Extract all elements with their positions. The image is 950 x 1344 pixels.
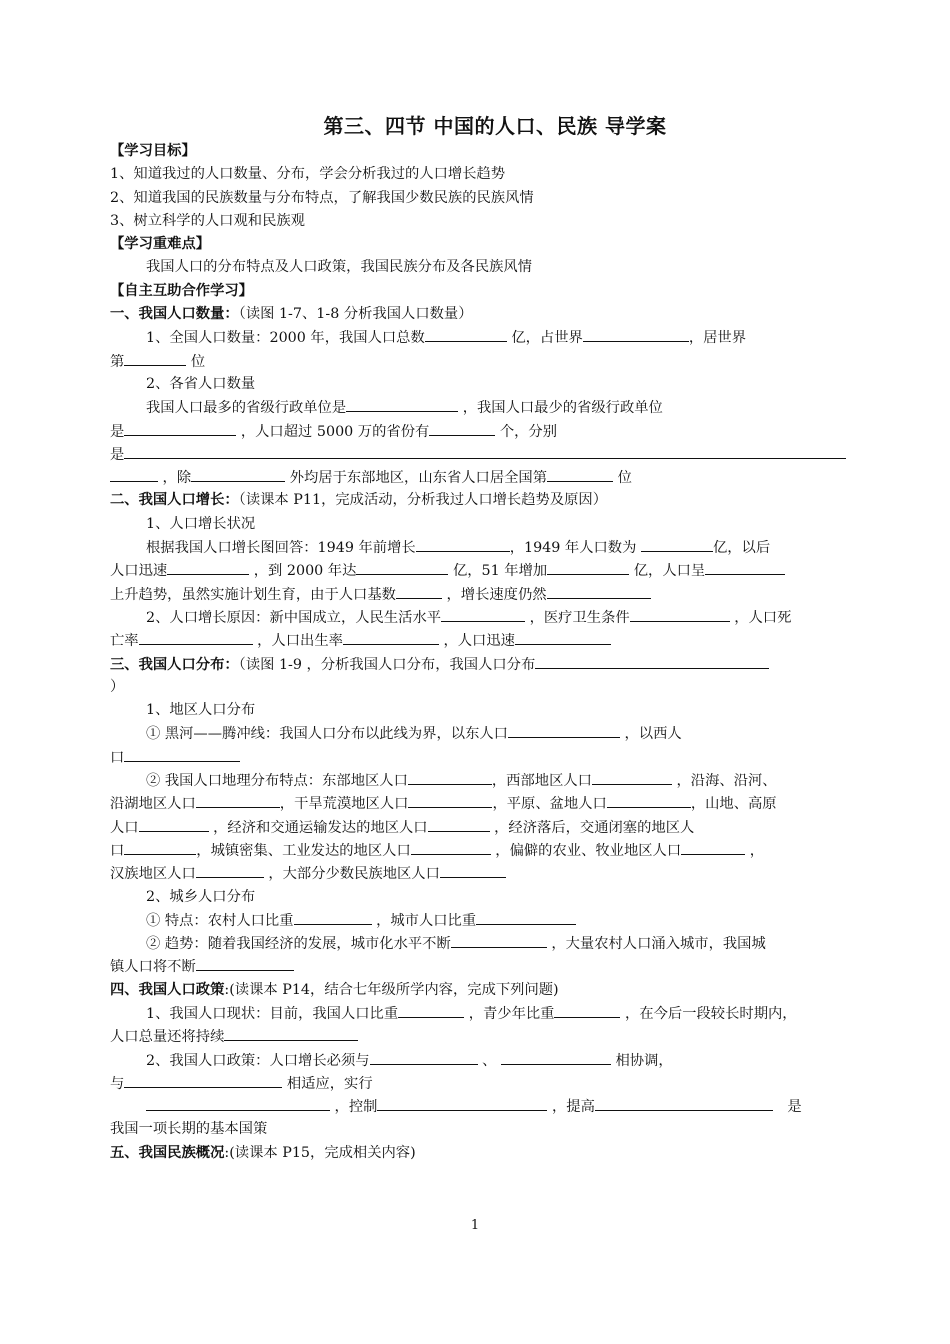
text: 镇人口将不断 — [110, 959, 196, 976]
text-line — [110, 629, 850, 652]
text: 人口总量还将持续 — [110, 1029, 225, 1046]
text: 亡率 — [110, 633, 139, 650]
text: 个，分别 — [499, 423, 558, 440]
text-line: ） — [110, 678, 125, 695]
text-line — [110, 559, 850, 582]
text-line — [110, 583, 850, 606]
text-line — [110, 420, 850, 443]
text: ② 趋势：随着我国经济的发展，城市化水平不断 — [146, 936, 451, 953]
goal-item: 2、知道我国的民族数量与分布特点，了解我国少数民族的民族风情 — [110, 189, 534, 206]
section-note: :(读课本 P14，结合七年级所学内容，完成下列问题) — [224, 981, 559, 998]
section-heading: 四、我国人口政策 — [110, 981, 225, 998]
text-line — [110, 909, 850, 932]
text: 亿，人口呈 — [633, 563, 706, 580]
text-line: 1、人口增长状况 — [146, 515, 256, 532]
text-line — [110, 1002, 850, 1025]
text: ，平原、盆地人口 — [492, 796, 607, 813]
text: ，大量农村人口涌入城市，我国城 — [551, 936, 766, 953]
text: ，人口死 — [734, 609, 792, 626]
answer-blank[interactable] — [476, 909, 576, 925]
answer-blank[interactable] — [146, 1095, 330, 1111]
answer-blank[interactable] — [592, 769, 672, 785]
answer-blank[interactable] — [508, 722, 620, 738]
text: ，沿海、沿河、 — [676, 773, 777, 790]
text-line — [110, 466, 850, 489]
text-line — [110, 769, 850, 792]
text-line — [110, 862, 850, 885]
text: 是 — [110, 423, 125, 440]
text: 是 — [787, 1099, 802, 1116]
answer-blank[interactable] — [196, 955, 294, 971]
text: 是 — [110, 446, 125, 463]
text: ② 我国人口地理分布特点：东部地区人口 — [146, 773, 408, 790]
text: ，干旱荒漠地区人口 — [279, 796, 409, 813]
answer-blank[interactable] — [440, 862, 506, 878]
answer-blank[interactable] — [343, 629, 439, 645]
section-note: :(读课本 P15，完成相关内容) — [224, 1144, 416, 1161]
goal-item: 1、知道我过的人口数量、分布，学会分析我过的人口增长趋势 — [110, 166, 506, 183]
answer-blank[interactable] — [124, 350, 186, 366]
text-line — [110, 396, 850, 419]
text-line — [110, 746, 850, 769]
section-5-title — [110, 1142, 850, 1165]
text-line: 1、地区人口分布 — [146, 702, 256, 719]
text: ，我国人口最少的省级行政单位 — [462, 400, 663, 417]
text: ，增长速度仍然 — [446, 586, 547, 603]
answer-blank[interactable] — [515, 629, 611, 645]
text: ，人口超过 5000 万的省份有 — [240, 423, 430, 440]
answer-blank[interactable] — [377, 1095, 547, 1111]
answer-blank[interactable] — [547, 559, 629, 575]
answer-blank[interactable] — [196, 862, 264, 878]
page-number: 1 — [470, 1218, 480, 1233]
answer-blank[interactable] — [110, 466, 158, 482]
text: ，城市人口比重 — [376, 912, 477, 929]
answer-blank[interactable] — [124, 1072, 282, 1088]
goals-heading: 【学习目标】 — [110, 143, 196, 159]
answer-blank[interactable] — [196, 792, 280, 808]
text: 外均居于东部地区，山东省人口居全国第 — [289, 470, 548, 487]
answer-blank[interactable] — [139, 816, 209, 832]
text: 我国人口最多的省级行政单位是 — [146, 400, 347, 417]
answer-blank[interactable] — [408, 792, 492, 808]
answer-blank[interactable] — [139, 629, 253, 645]
answer-blank[interactable] — [167, 559, 249, 575]
text: 口 — [110, 842, 125, 859]
section-heading: 五、我国民族概况 — [110, 1144, 225, 1161]
text-line — [110, 443, 850, 466]
text: 上升趋势，虽然实施计划生育，由于人口基数 — [110, 586, 396, 603]
text: 汉族地区人口 — [110, 866, 196, 883]
section-note: （读图 1-9 ，分析我国人口分布，我国人口分布 — [238, 656, 536, 673]
text: ，除 — [162, 470, 192, 487]
text: ① 特点：农村人口比重 — [146, 912, 294, 929]
section-note: （读课本 P11，完成活动，分析我过人口增长趋势及原因） — [238, 492, 608, 509]
text: ，经济落后，交通闭塞的地区人 — [494, 819, 695, 836]
text-line — [110, 1049, 850, 1072]
text-line: 2、城乡人口分布 — [146, 888, 256, 905]
answer-blank[interactable] — [124, 839, 196, 855]
text: ，居世界 — [688, 330, 746, 347]
answer-blank[interactable] — [294, 909, 372, 925]
answer-blank[interactable] — [398, 1002, 464, 1018]
answer-blank[interactable] — [607, 792, 691, 808]
answer-blank[interactable] — [411, 839, 491, 855]
text-line — [110, 722, 850, 745]
text: 位 — [190, 353, 206, 370]
text: 相适应，实行 — [286, 1075, 373, 1092]
section-4-title — [110, 979, 850, 1002]
text: ，城镇密集、工业发达的地区人口 — [196, 842, 411, 859]
text: 位 — [617, 470, 632, 487]
text: ，提高 — [551, 1099, 595, 1116]
text: 人口 — [110, 819, 139, 836]
text: 1、我国人口现状：目前，我国人口比重 — [146, 1005, 399, 1022]
study-heading: 【自主互助合作学习】 — [110, 282, 253, 299]
answer-blank[interactable] — [681, 839, 745, 855]
text: ，西部地区人口 — [491, 773, 592, 790]
text-line — [110, 1072, 850, 1095]
text-line: 我国一项长期的基本国策 — [110, 1121, 268, 1138]
text: 第 — [110, 353, 125, 370]
text: ，1949 年人口数为 — [509, 540, 637, 557]
answer-blank[interactable] — [346, 396, 458, 412]
text: 2、我国人口政策：人口增长必须与 — [146, 1052, 370, 1069]
text: ，山地、高原 — [690, 796, 777, 813]
section-heading: 一、我国人口数量： — [110, 306, 239, 323]
answer-blank[interactable] — [356, 559, 448, 575]
text: ，大部分少数民族地区人口 — [268, 866, 440, 883]
text: ，经济和交通运输发达的地区人口 — [213, 819, 428, 836]
answer-blank[interactable] — [408, 769, 492, 785]
text: ，以西人 — [624, 726, 682, 743]
answer-blank[interactable] — [501, 1049, 611, 1065]
text-line — [110, 955, 850, 978]
focus-heading: 【学习重难点】 — [110, 236, 211, 253]
text-line: 2、各省人口数量 — [146, 375, 256, 392]
text-line — [110, 1025, 850, 1048]
text: ，人口迅速 — [443, 633, 515, 650]
page-title: 第三、四节 中国的人口、民族 导学案 — [323, 114, 667, 138]
text-line — [110, 1095, 850, 1118]
answer-blank[interactable] — [124, 746, 240, 762]
section-1-title — [110, 303, 850, 326]
text: ，青少年比重 — [468, 1005, 555, 1022]
section-heading: 三、我国人口分布： — [110, 656, 239, 673]
text: ，到 2000 年达 — [253, 563, 357, 580]
answer-blank[interactable] — [425, 326, 507, 342]
answer-blank[interactable] — [547, 466, 613, 482]
answer-blank[interactable] — [630, 606, 730, 622]
answer-blank[interactable] — [429, 420, 495, 436]
text: ，医疗卫生条件 — [529, 609, 630, 626]
section-heading: 二、我国人口增长： — [110, 492, 239, 509]
text: 亿，51 年增加 — [452, 563, 548, 580]
text: 相协调， — [615, 1052, 673, 1069]
text-line — [110, 326, 850, 349]
goal-item: 3、树立科学的人口观和民族观 — [110, 212, 305, 229]
answer-blank[interactable] — [191, 466, 285, 482]
answer-blank[interactable] — [441, 606, 525, 622]
answer-blank[interactable] — [705, 559, 785, 575]
answer-blank[interactable] — [547, 583, 651, 599]
text: 口 — [110, 749, 125, 766]
text: 2、人口增长原因：新中国成立，人民生活水平 — [146, 609, 442, 626]
answer-blank[interactable] — [583, 326, 689, 342]
text: 亿，以后 — [712, 540, 771, 557]
answer-blank[interactable] — [396, 583, 442, 599]
text: 、 — [482, 1052, 497, 1069]
section-3-title — [110, 653, 850, 676]
text: ， — [749, 842, 764, 859]
section-2-title — [110, 489, 850, 512]
text-line — [110, 536, 850, 559]
text-line — [110, 792, 850, 815]
answer-blank[interactable] — [535, 653, 769, 669]
text: ① 黑河——腾冲线：我国人口分布以此线为界，以东人口 — [146, 726, 508, 743]
text: ，在今后一段较长时期内， — [625, 1005, 797, 1022]
answer-blank[interactable] — [370, 1049, 478, 1065]
text: 人口迅速 — [110, 563, 168, 580]
answer-blank[interactable] — [124, 443, 846, 459]
text-line — [110, 839, 850, 862]
answer-blank[interactable] — [641, 536, 713, 552]
text: ，人口出生率 — [257, 633, 343, 650]
answer-blank[interactable] — [554, 1002, 620, 1018]
section-note: （读图 1-7、1-8 分析我国人口数量） — [238, 306, 473, 323]
text-line — [110, 350, 850, 373]
text: ，偏僻的农业、牧业地区人口 — [495, 842, 682, 859]
text-line — [110, 932, 850, 955]
text: 亿，占世界 — [511, 330, 583, 347]
answer-blank[interactable] — [428, 816, 490, 832]
text: 沿湖地区人口 — [110, 796, 196, 813]
answer-blank[interactable] — [416, 536, 510, 552]
text: ，控制 — [334, 1099, 378, 1116]
answer-blank[interactable] — [224, 1025, 358, 1041]
answer-blank[interactable] — [124, 420, 236, 436]
text: 根据我国人口增长图回答：1949 年前增长 — [146, 540, 416, 557]
answer-blank[interactable] — [451, 932, 547, 948]
text-line — [110, 606, 850, 629]
document-body — [110, 140, 850, 1165]
text: 与 — [110, 1075, 125, 1092]
focus-text: 我国人口的分布特点及人口政策，我国民族分布及各民族风情 — [146, 259, 533, 276]
text-line — [110, 816, 850, 839]
answer-blank[interactable] — [595, 1095, 773, 1111]
text: 1、全国人口数量：2000 年，我国人口总数 — [146, 330, 425, 347]
